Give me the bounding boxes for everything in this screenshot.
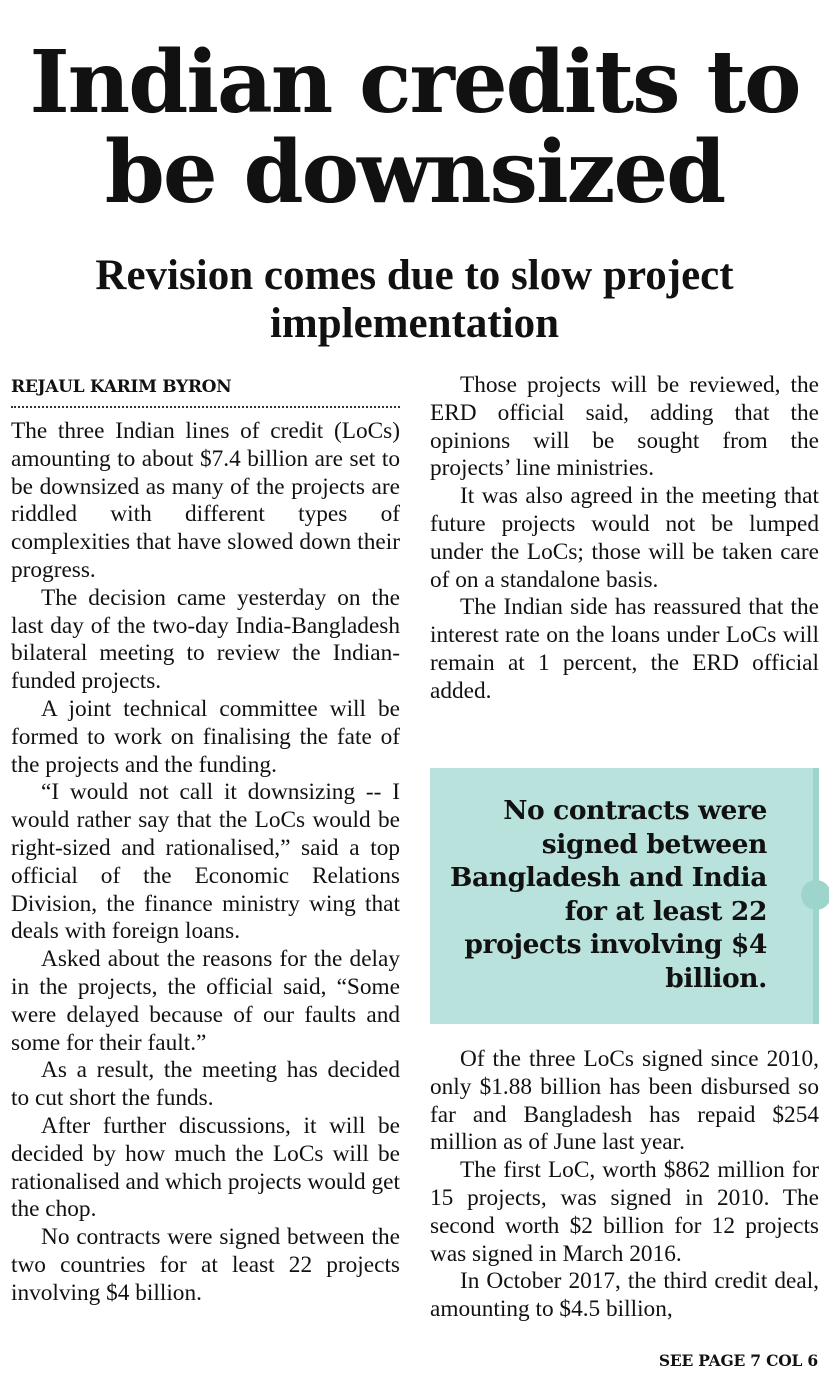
paragraph: As a result, the meeting has decided to cut short the funds. [11, 1057, 400, 1112]
pull-quote: No contracts were signed between Bangladesh and India for at least 22 projects involving $4 billion. [449, 795, 767, 994]
paragraph: After further discussions, it will be decided by how much the LoCs will be rationalised and which projects would get the chop. [11, 1112, 400, 1223]
paragraph: Of the three LoCs signed since 2010, only $1.88 billion has been disbursed so far and Bangladesh has repaid $254 million as of June last year. [430, 1046, 819, 1156]
paragraph: The Indian side has reassured that the interest rate on the loans under LoCs will remain at 1 percent, the ERD official added. [430, 594, 819, 704]
article-column-right [430, 372, 819, 706]
article-column-right-lower [430, 1046, 819, 1324]
paragraph: A joint technical committee will be formed to work on finalising the fate of the projects and the funding. [11, 695, 400, 778]
paragraph: “I would not call it downsizing -- I would rather say that the LoCs would be right-sized and rationalised,” said a top official of the Economic Relations Division, the finance ministry wing that deals with foreign loans. [11, 779, 400, 945]
paragraph: It was also agreed in the meeting that future projects would not be lumped under the LoCs; those will be taken care of on a standalone basis. [430, 483, 819, 593]
subheadline: Revision comes due to slow project implementation [95, 252, 734, 347]
pull-quote-notch [801, 880, 829, 910]
byline: REJAUL KARIM BYRON [11, 372, 400, 408]
paragraph: Asked about the reasons for the delay in the projects, the official said, “Some were delayed because of our faults and some for their fault.” [11, 946, 400, 1056]
paragraph: In October 2017, the third credit deal, amounting to $4.5 billion, [430, 1268, 819, 1323]
paragraph: Those projects will be reviewed, the ERD official said, adding that the opinions will be sought from the projects’ line ministries. [430, 372, 819, 482]
paragraph: The first LoC, worth $862 million for 15 projects, was signed in 2010. The second worth $2 billion for 12 projects was signed in March 2016. [430, 1157, 819, 1267]
pull-quote-box [430, 768, 819, 1024]
paragraph: No contracts were signed between the two countries for at least 22 projects involving $4 billion. [11, 1224, 400, 1306]
paragraph: The three Indian lines of credit (LoCs) amounting to about $7.4 billion are set to be downsized as many of the projects are riddled with different types of complexities that have slowed down their progress. [11, 418, 400, 583]
continuation-note: SEE PAGE 7 COL 6 [658, 1351, 818, 1370]
paragraph: The decision came yesterday on the last day of the two-day India-Bangladesh bilateral meeting to review the Indian-funded projects. [11, 584, 400, 695]
article-column-left [11, 372, 400, 1308]
headline: Indian credits to be downsized [29, 32, 800, 223]
